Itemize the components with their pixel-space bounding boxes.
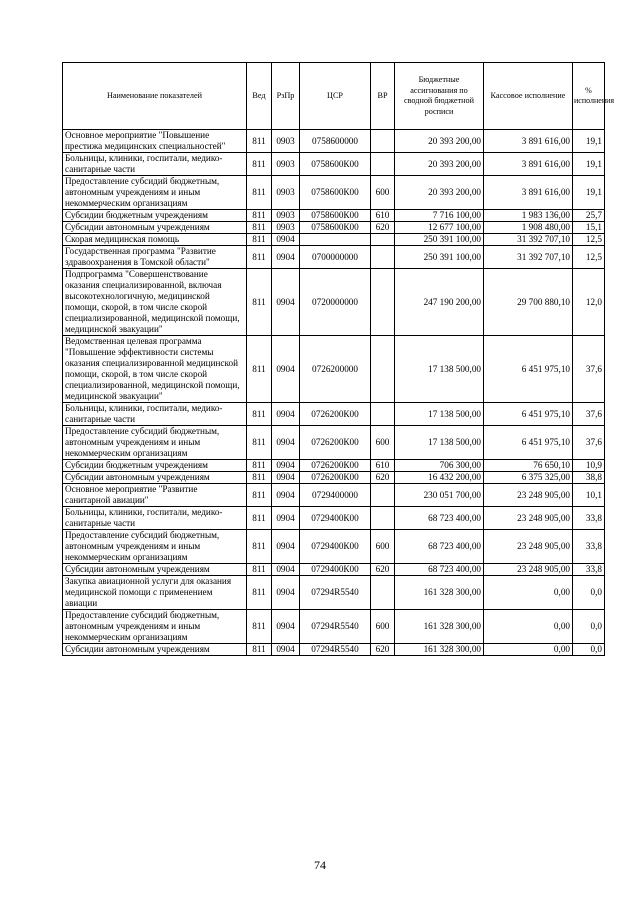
cell-vr: 610 bbox=[371, 210, 395, 222]
cell-ved: 811 bbox=[247, 234, 272, 246]
cell-percent: 38,8 bbox=[573, 472, 605, 484]
cell-budget: 17 138 500,00 bbox=[395, 403, 484, 426]
cell-rzpr: 0904 bbox=[272, 530, 300, 564]
table-row bbox=[63, 269, 605, 336]
cell-name: Основное мероприятие "Повышение престижа медицинских специальностей" bbox=[63, 130, 247, 153]
cell-name: Подпрограмма "Совершенствование оказания специализированной, включая высокотехнологичную, медицинской помощи, скорой, в том числе скорой специализированной, медицинской помощи, медицинской эвакуации" bbox=[63, 269, 247, 336]
cell-name: Больницы, клиники, госпитали, медико-санитарные части bbox=[63, 403, 247, 426]
cell-budget: 161 328 300,00 bbox=[395, 576, 484, 610]
cell-ved: 811 bbox=[247, 460, 272, 472]
cell-rzpr: 0904 bbox=[272, 610, 300, 644]
cell-rzpr: 0904 bbox=[272, 564, 300, 576]
cell-rzpr: 0903 bbox=[272, 176, 300, 210]
cell-ved: 811 bbox=[247, 336, 272, 403]
cell-budget: 250 391 100,00 bbox=[395, 246, 484, 269]
cell-rzpr: 0904 bbox=[272, 472, 300, 484]
cell-cash: 31 392 707,10 bbox=[484, 234, 573, 246]
cell-ved: 811 bbox=[247, 564, 272, 576]
cell-vr: 600 bbox=[371, 426, 395, 460]
cell-cash: 3 891 616,00 bbox=[484, 153, 573, 176]
cell-budget: 17 138 500,00 bbox=[395, 426, 484, 460]
cell-vr bbox=[371, 336, 395, 403]
cell-percent: 33,8 bbox=[573, 564, 605, 576]
table-row bbox=[63, 176, 605, 210]
cell-percent: 33,8 bbox=[573, 530, 605, 564]
cell-name: Закупка авиационной услуги для оказания медицинской помощи с применением авиации bbox=[63, 576, 247, 610]
cell-rzpr: 0903 bbox=[272, 153, 300, 176]
cell-percent: 19,1 bbox=[573, 130, 605, 153]
cell-name: Субсидии автономным учреждениям bbox=[63, 564, 247, 576]
header-budget: Бюджетные ассигнования по сводной бюджетной росписи bbox=[395, 63, 484, 130]
table-row bbox=[63, 153, 605, 176]
table-header-row bbox=[63, 63, 605, 130]
cell-rzpr: 0903 bbox=[272, 222, 300, 234]
cell-budget: 68 723 400,00 bbox=[395, 564, 484, 576]
cell-name: Субсидии автономным учреждениям bbox=[63, 644, 247, 656]
cell-rzpr: 0904 bbox=[272, 460, 300, 472]
cell-percent: 0,0 bbox=[573, 644, 605, 656]
cell-name: Предоставление субсидий бюджетным, автономным учреждениям и иным некоммерческим организациям bbox=[63, 610, 247, 644]
cell-name: Субсидии бюджетным учреждениям bbox=[63, 460, 247, 472]
table-row bbox=[63, 576, 605, 610]
cell-csr: 0758600К00 bbox=[300, 153, 371, 176]
cell-rzpr: 0904 bbox=[272, 576, 300, 610]
cell-vr bbox=[371, 130, 395, 153]
cell-cash: 29 700 880,10 bbox=[484, 269, 573, 336]
cell-budget: 16 432 200,00 bbox=[395, 472, 484, 484]
cell-csr: 0758600К00 bbox=[300, 222, 371, 234]
cell-rzpr: 0903 bbox=[272, 130, 300, 153]
cell-vr: 600 bbox=[371, 176, 395, 210]
cell-budget: 161 328 300,00 bbox=[395, 644, 484, 656]
cell-budget: 20 393 200,00 bbox=[395, 153, 484, 176]
table-row bbox=[63, 130, 605, 153]
cell-percent: 10,9 bbox=[573, 460, 605, 472]
cell-vr bbox=[371, 507, 395, 530]
cell-ved: 811 bbox=[247, 153, 272, 176]
cell-vr: 620 bbox=[371, 644, 395, 656]
table-row bbox=[63, 472, 605, 484]
table-row bbox=[63, 644, 605, 656]
cell-budget: 7 716 100,00 bbox=[395, 210, 484, 222]
cell-ved: 811 bbox=[247, 210, 272, 222]
table-row bbox=[63, 234, 605, 246]
cell-rzpr: 0904 bbox=[272, 644, 300, 656]
cell-percent: 37,6 bbox=[573, 403, 605, 426]
cell-cash: 31 392 707,10 bbox=[484, 246, 573, 269]
table-row bbox=[63, 222, 605, 234]
cell-ved: 811 bbox=[247, 576, 272, 610]
cell-csr: 0729400К00 bbox=[300, 530, 371, 564]
cell-vr: 620 bbox=[371, 564, 395, 576]
cell-vr bbox=[371, 269, 395, 336]
cell-rzpr: 0904 bbox=[272, 403, 300, 426]
cell-ved: 811 bbox=[247, 222, 272, 234]
cell-percent: 12,5 bbox=[573, 234, 605, 246]
cell-csr: 0726200К00 bbox=[300, 426, 371, 460]
cell-name: Предоставление субсидий бюджетным, автономным учреждениям и иным некоммерческим организациям bbox=[63, 530, 247, 564]
cell-csr: 0729400000 bbox=[300, 484, 371, 507]
cell-name: Больницы, клиники, госпитали, медико-санитарные части bbox=[63, 507, 247, 530]
cell-vr: 600 bbox=[371, 530, 395, 564]
cell-ved: 811 bbox=[247, 176, 272, 210]
cell-ved: 811 bbox=[247, 610, 272, 644]
table-row bbox=[63, 507, 605, 530]
cell-percent: 15,1 bbox=[573, 222, 605, 234]
cell-cash: 6 375 325,00 bbox=[484, 472, 573, 484]
cell-budget: 68 723 400,00 bbox=[395, 507, 484, 530]
cell-rzpr: 0904 bbox=[272, 234, 300, 246]
table-row bbox=[63, 610, 605, 644]
cell-percent: 37,6 bbox=[573, 426, 605, 460]
cell-rzpr: 0904 bbox=[272, 507, 300, 530]
cell-percent: 12,5 bbox=[573, 246, 605, 269]
cell-name: Больницы, клиники, госпитали, медико-санитарные части bbox=[63, 153, 247, 176]
cell-cash: 23 248 905,00 bbox=[484, 564, 573, 576]
table-row bbox=[63, 484, 605, 507]
cell-budget: 247 190 200,00 bbox=[395, 269, 484, 336]
cell-ved: 811 bbox=[247, 530, 272, 564]
cell-cash: 0,00 bbox=[484, 644, 573, 656]
cell-cash: 3 891 616,00 bbox=[484, 130, 573, 153]
cell-cash: 0,00 bbox=[484, 576, 573, 610]
cell-percent: 0,0 bbox=[573, 610, 605, 644]
cell-csr: 0758600000 bbox=[300, 130, 371, 153]
cell-ved: 811 bbox=[247, 403, 272, 426]
cell-vr bbox=[371, 153, 395, 176]
cell-csr: 07294R5540 bbox=[300, 576, 371, 610]
cell-budget: 161 328 300,00 bbox=[395, 610, 484, 644]
cell-name: Предоставление субсидий бюджетным, автономным учреждениям и иным некоммерческим организациям bbox=[63, 176, 247, 210]
cell-ved: 811 bbox=[247, 644, 272, 656]
cell-name: Скорая медицинская помощь bbox=[63, 234, 247, 246]
cell-vr: 610 bbox=[371, 460, 395, 472]
cell-percent: 37,6 bbox=[573, 336, 605, 403]
cell-csr: 0726200К00 bbox=[300, 472, 371, 484]
table-row bbox=[63, 460, 605, 472]
cell-csr: 0729400К00 bbox=[300, 507, 371, 530]
cell-ved: 811 bbox=[247, 269, 272, 336]
cell-name: Государственная программа "Развитие здравоохранения в Томской области" bbox=[63, 246, 247, 269]
cell-budget: 20 393 200,00 bbox=[395, 130, 484, 153]
cell-rzpr: 0904 bbox=[272, 426, 300, 460]
cell-rzpr: 0904 bbox=[272, 484, 300, 507]
cell-cash: 3 891 616,00 bbox=[484, 176, 573, 210]
header-ved: Вед bbox=[247, 63, 272, 130]
cell-name: Основное мероприятие "Развитие санитарной авиации" bbox=[63, 484, 247, 507]
cell-cash: 23 248 905,00 bbox=[484, 507, 573, 530]
cell-cash: 76 650,10 bbox=[484, 460, 573, 472]
cell-budget: 12 677 100,00 bbox=[395, 222, 484, 234]
cell-budget: 68 723 400,00 bbox=[395, 530, 484, 564]
cell-ved: 811 bbox=[247, 507, 272, 530]
cell-vr bbox=[371, 403, 395, 426]
cell-ved: 811 bbox=[247, 130, 272, 153]
cell-cash: 6 451 975,10 bbox=[484, 403, 573, 426]
header-rzpr: РзПр bbox=[272, 63, 300, 130]
table-row bbox=[63, 530, 605, 564]
header-name: Наименование показателей bbox=[63, 63, 247, 130]
cell-budget: 20 393 200,00 bbox=[395, 176, 484, 210]
header-vr: ВР bbox=[371, 63, 395, 130]
budget-execution-table bbox=[62, 62, 615, 656]
cell-rzpr: 0904 bbox=[272, 336, 300, 403]
table-row bbox=[63, 210, 605, 222]
cell-vr bbox=[371, 246, 395, 269]
cell-cash: 0,00 bbox=[484, 610, 573, 644]
header-cash: Кассовое исполнение bbox=[484, 63, 573, 130]
table-row bbox=[63, 403, 605, 426]
cell-vr: 620 bbox=[371, 222, 395, 234]
page-number: 74 bbox=[314, 858, 326, 872]
cell-ved: 811 bbox=[247, 472, 272, 484]
cell-vr bbox=[371, 234, 395, 246]
cell-cash: 1 908 480,00 bbox=[484, 222, 573, 234]
cell-vr bbox=[371, 576, 395, 610]
cell-ved: 811 bbox=[247, 484, 272, 507]
cell-csr: 0726200К00 bbox=[300, 403, 371, 426]
cell-vr bbox=[371, 484, 395, 507]
cell-name: Ведомственная целевая программа "Повышение эффективности системы оказания специализированной медицинской помощи, скорой, в том числе скорой специализированной, медицинской помощи, медицинской эвакуации" bbox=[63, 336, 247, 403]
cell-percent: 19,1 bbox=[573, 153, 605, 176]
cell-csr: 0758600К00 bbox=[300, 176, 371, 210]
cell-rzpr: 0904 bbox=[272, 246, 300, 269]
cell-ved: 811 bbox=[247, 246, 272, 269]
cell-budget: 17 138 500,00 bbox=[395, 336, 484, 403]
cell-cash: 6 451 975,10 bbox=[484, 426, 573, 460]
cell-name: Субсидии бюджетным учреждениям bbox=[63, 210, 247, 222]
cell-csr: 07294R5540 bbox=[300, 644, 371, 656]
table-body bbox=[63, 130, 605, 656]
cell-budget: 706 300,00 bbox=[395, 460, 484, 472]
cell-csr bbox=[300, 234, 371, 246]
header-csr: ЦСР bbox=[300, 63, 371, 130]
cell-percent: 33,8 bbox=[573, 507, 605, 530]
cell-rzpr: 0903 bbox=[272, 210, 300, 222]
cell-rzpr: 0904 bbox=[272, 269, 300, 336]
cell-budget: 230 051 700,00 bbox=[395, 484, 484, 507]
cell-name: Субсидии автономным учреждениям bbox=[63, 222, 247, 234]
cell-csr: 0720000000 bbox=[300, 269, 371, 336]
cell-budget: 250 391 100,00 bbox=[395, 234, 484, 246]
cell-csr: 0726200000 bbox=[300, 336, 371, 403]
cell-percent: 0,0 bbox=[573, 576, 605, 610]
cell-csr: 0700000000 bbox=[300, 246, 371, 269]
cell-csr: 07294R5540 bbox=[300, 610, 371, 644]
cell-vr: 600 bbox=[371, 610, 395, 644]
cell-cash: 6 451 975,10 bbox=[484, 336, 573, 403]
table-row bbox=[63, 564, 605, 576]
cell-vr: 620 bbox=[371, 472, 395, 484]
table-row bbox=[63, 336, 605, 403]
cell-cash: 1 983 136,00 bbox=[484, 210, 573, 222]
cell-percent: 12,0 bbox=[573, 269, 605, 336]
cell-cash: 23 248 905,00 bbox=[484, 484, 573, 507]
header-percent: % исполнения bbox=[573, 63, 605, 130]
cell-cash: 23 248 905,00 bbox=[484, 530, 573, 564]
cell-csr: 0729400К00 bbox=[300, 564, 371, 576]
cell-name: Субсидии автономным учреждениям bbox=[63, 472, 247, 484]
table-row bbox=[63, 426, 605, 460]
table-row bbox=[63, 246, 605, 269]
cell-csr: 0726200К00 bbox=[300, 460, 371, 472]
cell-name: Предоставление субсидий бюджетным, автономным учреждениям и иным некоммерческим организациям bbox=[63, 426, 247, 460]
cell-ved: 811 bbox=[247, 426, 272, 460]
cell-csr: 0758600К00 bbox=[300, 210, 371, 222]
cell-percent: 25,7 bbox=[573, 210, 605, 222]
cell-percent: 10,1 bbox=[573, 484, 605, 507]
cell-percent: 19,1 bbox=[573, 176, 605, 210]
